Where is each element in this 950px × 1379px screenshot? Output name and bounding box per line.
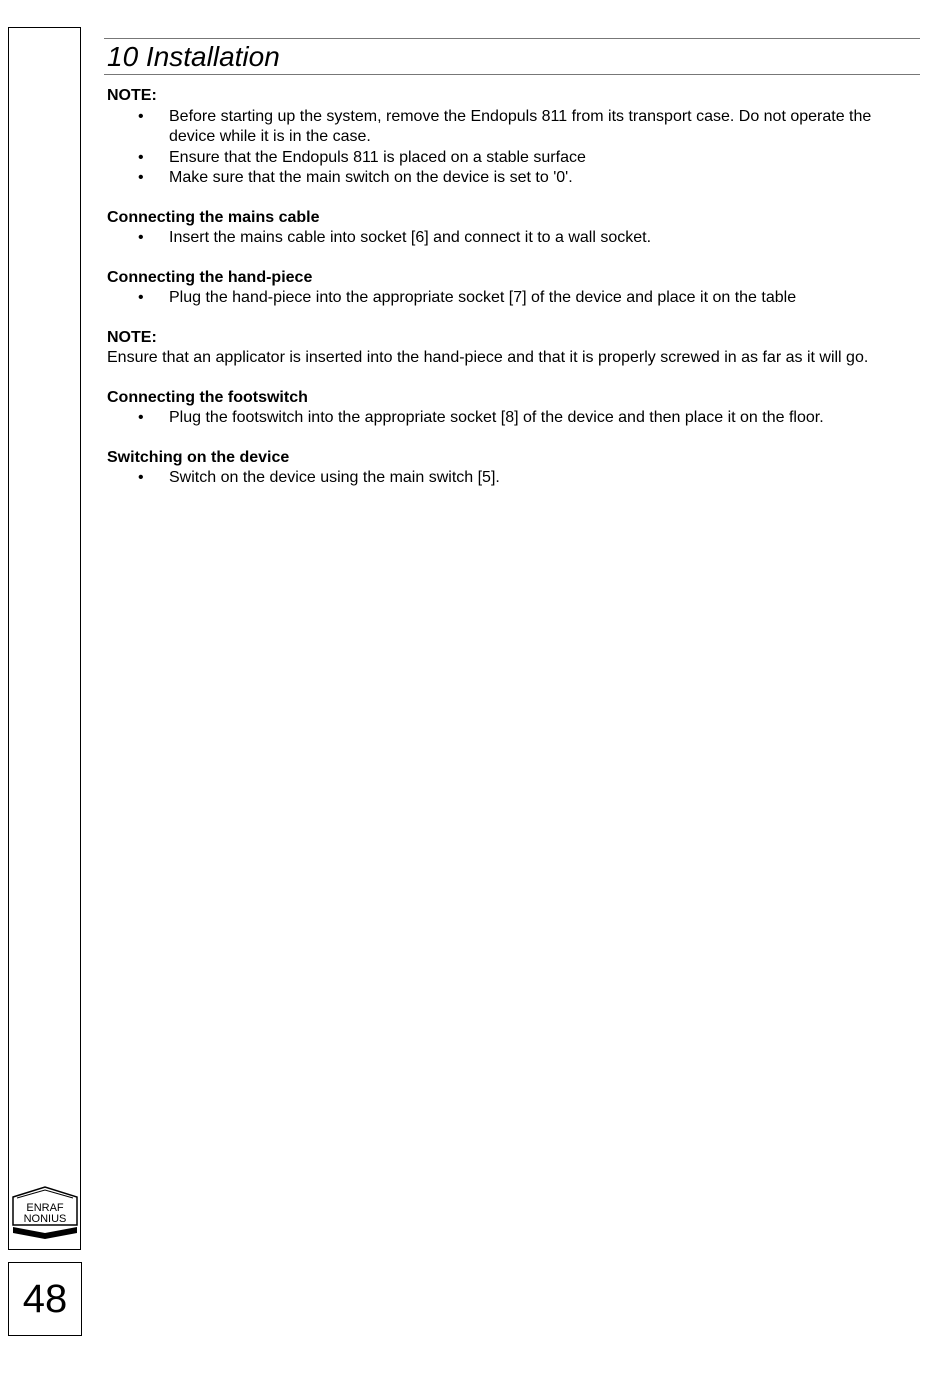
note-section-1 xyxy=(107,86,912,189)
list-item-text: Make sure that the main switch on the device is set to '0'. xyxy=(169,169,573,186)
switching-list xyxy=(107,468,912,489)
page-header xyxy=(104,38,920,75)
note-text: Ensure that an applicator is inserted into the hand-piece and that it is properly screwed in as far as it will go. xyxy=(107,349,869,366)
switching-section xyxy=(107,448,912,489)
section-heading: Connecting the hand-piece xyxy=(107,268,313,286)
list-item xyxy=(107,168,912,189)
bullet: • xyxy=(138,148,144,166)
handpiece-section xyxy=(107,268,912,309)
list-item-text: Insert the mains cable into socket [6] and connect it to a wall socket. xyxy=(169,229,652,246)
page-number: 48 xyxy=(22,1276,68,1321)
list-item-text: Before starting up the system, remove the Endopuls 811 from its transport case. Do not operate the device while it is in the case. xyxy=(169,107,872,145)
note-section-2 xyxy=(107,328,912,369)
handpiece-list xyxy=(107,288,912,309)
list-item xyxy=(107,228,912,249)
mains-list xyxy=(107,228,912,249)
bullet: • xyxy=(138,107,144,125)
list-item-text: Switch on the device using the main switch [5]. xyxy=(169,469,500,486)
list-item-text: Plug the footswitch into the appropriate socket [8] of the device and then place it on the floor. xyxy=(169,409,824,426)
bullet: • xyxy=(138,469,144,486)
list-item-text: Plug the hand-piece into the appropriate socket [7] of the device and place it on the table xyxy=(169,289,797,306)
bullet: • xyxy=(138,169,144,186)
note-label: NOTE: xyxy=(107,87,157,104)
note-list xyxy=(107,107,912,189)
footswitch-list xyxy=(107,408,912,429)
footswitch-section xyxy=(107,388,912,429)
logo-line2: NONIUS xyxy=(23,1213,67,1225)
page-title: 10 Installation xyxy=(107,41,280,72)
logo-line1: ENRAF xyxy=(26,1202,64,1214)
section-heading: Connecting the mains cable xyxy=(107,208,320,226)
bullet: • xyxy=(138,229,144,246)
list-item xyxy=(107,468,912,489)
bullet: • xyxy=(138,289,144,306)
list-item xyxy=(107,408,912,429)
mains-section xyxy=(107,208,912,249)
list-item xyxy=(107,148,912,169)
note-label: NOTE: xyxy=(107,328,157,346)
content xyxy=(107,86,912,508)
side-margin-bar xyxy=(8,27,81,1250)
section-heading: Switching on the device xyxy=(107,448,290,466)
enraf-nonius-logo xyxy=(10,1185,80,1241)
section-heading: Connecting the footswitch xyxy=(107,388,308,406)
list-item-text: Ensure that the Endopuls 811 is placed on a stable surface xyxy=(169,148,586,166)
bullet: • xyxy=(138,409,144,426)
page-number-box xyxy=(8,1262,82,1336)
list-item xyxy=(107,288,912,309)
list-item xyxy=(107,107,912,148)
